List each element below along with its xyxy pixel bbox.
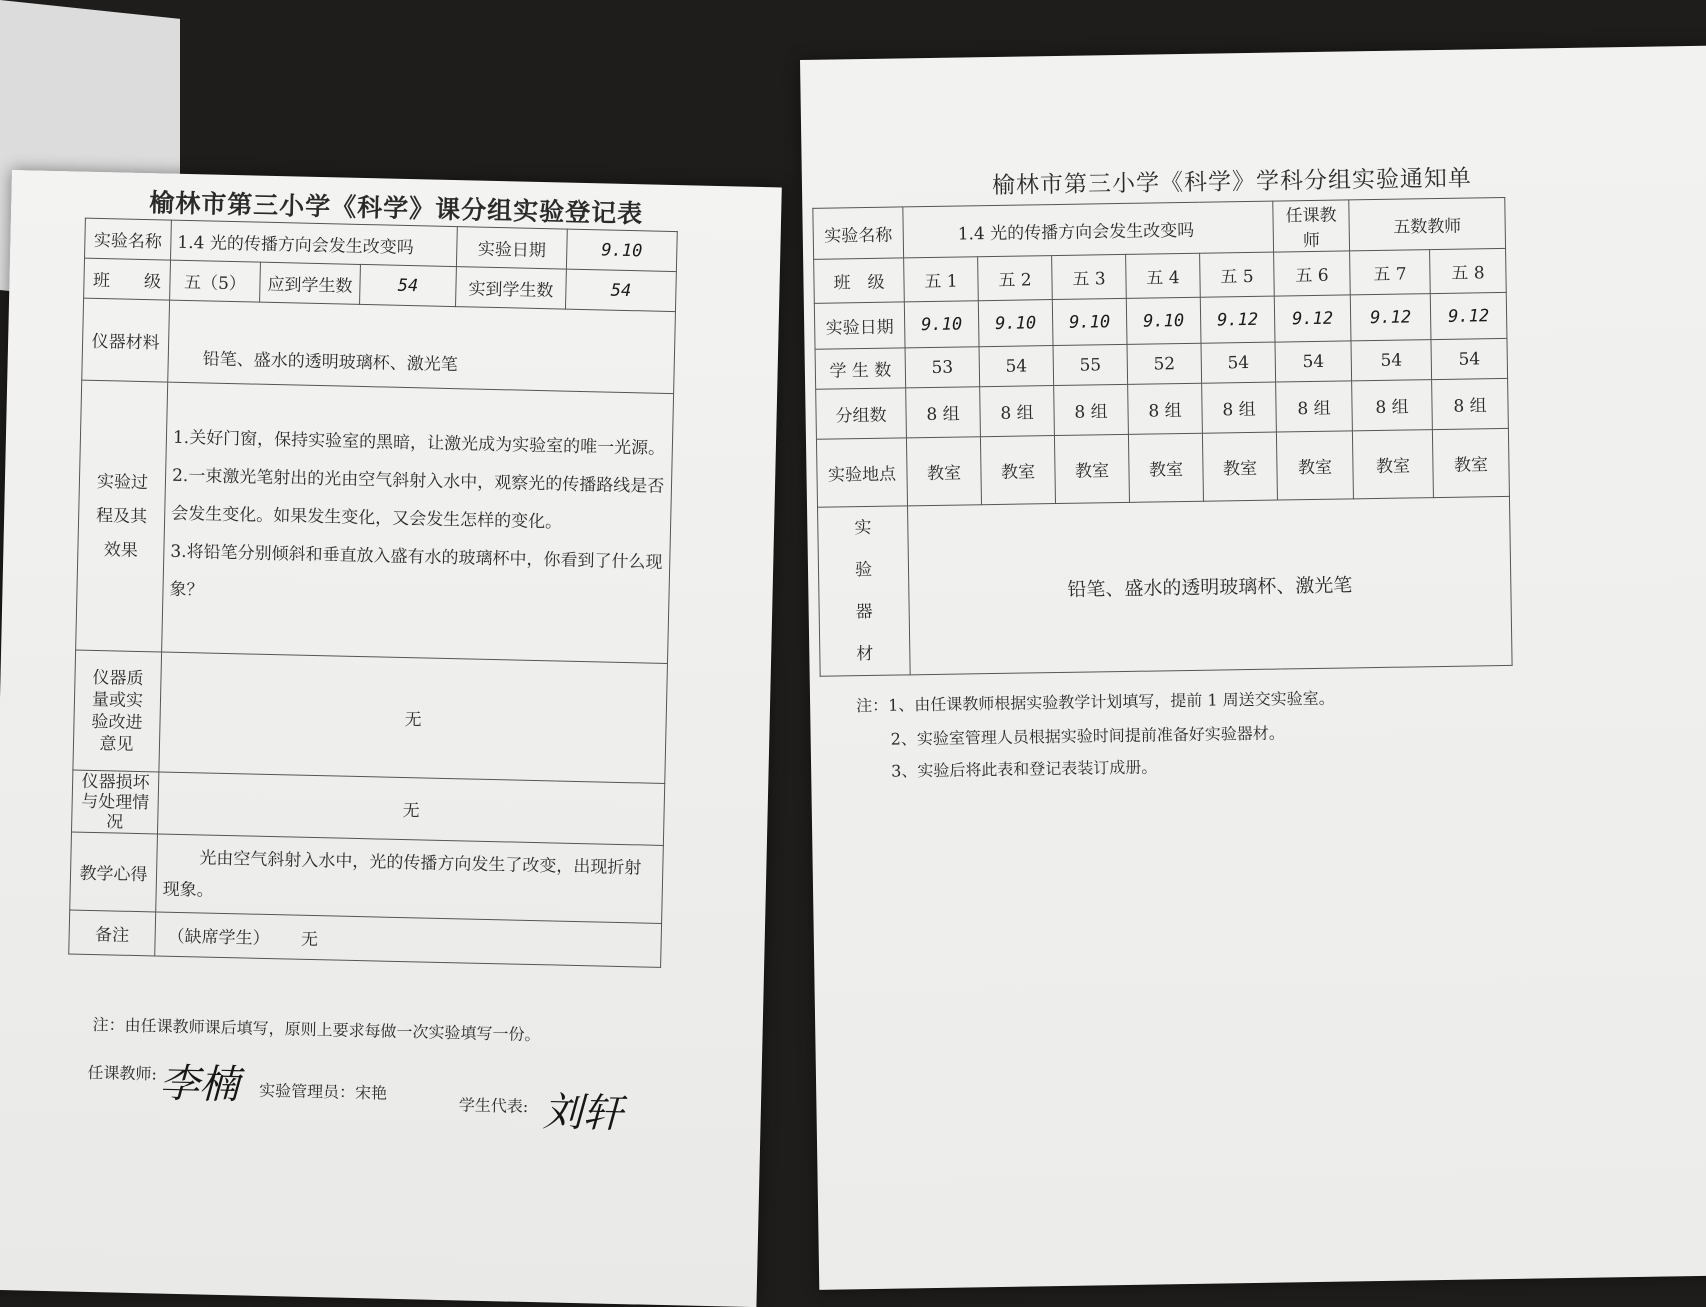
notice-label-date: 实验日期 [814, 302, 905, 349]
notice-date-cell-4: 9.10 [1126, 297, 1201, 344]
notice-class-cell-2: 五 2 [978, 256, 1053, 301]
registration-form-table [68, 218, 678, 968]
notice-groups-cell-3: 8 组 [1054, 384, 1129, 435]
notice-form-title: 榆林市第三小学《科学》学科分组实验通知单 [991, 165, 1473, 199]
notice-place-cell-3: 教室 [1054, 434, 1129, 503]
label-class: 班 级 [84, 258, 171, 300]
notice-students-cell-6: 54 [1275, 341, 1352, 382]
notice-form-table [812, 197, 1512, 677]
label-actual: 实到学生数 [456, 267, 567, 309]
notice-exp-name: 1.4 光的传播方向会发生改变吗 [903, 201, 1274, 258]
notice-place-cell-8: 教室 [1432, 428, 1509, 497]
notice-students-cell-5: 54 [1201, 342, 1276, 383]
notice-form-sheet [800, 46, 1706, 1290]
notice-date-cell-3: 9.10 [1052, 298, 1127, 345]
notice-students-cell-7: 54 [1351, 340, 1432, 381]
process-line-3: 会发生变化。如果发生变化，又会发生怎样的变化。 [171, 503, 563, 533]
class-value: 五（5） [170, 260, 261, 302]
notice-teacher-value: 五数教师 [1349, 197, 1506, 250]
notice-place-cell-1: 教室 [906, 437, 981, 506]
label-damage: 仪器损坏与处理情况 [71, 770, 158, 834]
notice-class-cell-7: 五 7 [1350, 250, 1431, 295]
notice-groups-cell-4: 8 组 [1128, 383, 1203, 434]
registration-form-title: 榆林市第三小学《科学》课分组实验登记表 [148, 188, 644, 229]
notice-groups-cell-2: 8 组 [980, 386, 1055, 437]
label-exp-name: 实验名称 [85, 218, 172, 260]
notice-equipment-value: 铅笔、盛水的透明玻璃杯、激光笔 [908, 496, 1513, 674]
label-remark: 备注 [69, 910, 156, 956]
reflection-value: 光由空气斜射入水中，光的传播方向发生了改变，出现折射现象。 [156, 834, 664, 923]
notice-groups-cell-5: 8 组 [1202, 382, 1277, 433]
notice-note-2: 2、实验室管理人员根据实验时间提前准备好实验器材。 [890, 723, 1285, 749]
notice-place-cell-2: 教室 [980, 436, 1055, 505]
notice-class-cell-8: 五 8 [1430, 248, 1507, 293]
label-process: 实验过程及其效果 [76, 380, 168, 652]
notice-class-cell-4: 五 4 [1126, 253, 1201, 298]
notice-place-cell-6: 教室 [1276, 431, 1353, 500]
label-expected: 应到学生数 [260, 262, 361, 304]
exp-date-value: 9.10 [566, 229, 677, 271]
remark-label: （缺席学生） [167, 926, 270, 950]
expected-value: 54 [360, 264, 457, 306]
notice-label-groups: 分组数 [816, 388, 907, 439]
notice-label-class: 班 级 [814, 258, 905, 303]
notice-date-cell-6: 9.12 [1274, 295, 1351, 342]
notice-students-cell-1: 53 [905, 347, 980, 388]
materials-value: 铅笔、盛水的透明玻璃杯、激光笔 [168, 300, 676, 393]
label-materials: 仪器材料 [82, 298, 170, 382]
lab-manager: 实验管理员：宋艳 [258, 1080, 388, 1103]
notice-class-cell-1: 五 1 [904, 257, 979, 302]
student-signature: 刘轩 [542, 1089, 624, 1138]
label-quality: 仪器质量或实验改进意见 [73, 650, 162, 772]
notice-place-cell-4: 教室 [1128, 433, 1203, 502]
notice-place-cell-7: 教室 [1352, 430, 1433, 499]
label-exp-date: 实验日期 [456, 227, 567, 269]
damage-value: 无 [157, 772, 664, 845]
notice-label-students: 学 生 数 [815, 348, 906, 389]
notice-date-cell-5: 9.12 [1200, 296, 1275, 343]
teacher-signature: 李楠 [158, 1060, 240, 1109]
notice-class-cell-3: 五 3 [1052, 254, 1127, 299]
notice-class-cell-6: 五 6 [1274, 251, 1351, 296]
notice-class-cell-5: 五 5 [1200, 252, 1275, 297]
remark-value: 无 [300, 929, 319, 951]
notice-label-equipment: 实验器材 [818, 506, 911, 676]
notice-date-cell-7: 9.12 [1350, 294, 1431, 341]
notice-note-3: 3、实验后将此表和登记表装订成册。 [891, 757, 1158, 781]
notice-note-1: 注：1、由任课教师根据实验教学计划填写，提前 1 周送交实验室。 [855, 688, 1335, 716]
notice-groups-cell-1: 8 组 [906, 387, 981, 438]
notice-label-place: 实验地点 [816, 438, 907, 507]
notice-groups-cell-7: 8 组 [1352, 380, 1433, 431]
process-line-1: 1.关好门窗，保持实验室的黑暗，让激光成为实验室的唯一光源。 [172, 427, 666, 459]
notice-groups-cell-6: 8 组 [1276, 381, 1353, 432]
notice-date-cell-8: 9.12 [1430, 292, 1507, 339]
process-line-5: 象？ [169, 579, 204, 601]
notice-students-cell-4: 52 [1127, 343, 1202, 384]
process-value [162, 382, 674, 663]
notice-label-teacher: 任课教师 [1273, 200, 1350, 252]
notice-label-exp-name: 实验名称 [813, 207, 904, 259]
process-line-4: 3.将铅笔分别倾斜和垂直放入盛有水的玻璃杯中，你看到了什么现 [170, 541, 663, 573]
actual-value: 54 [566, 269, 677, 311]
quality-value: 无 [159, 652, 668, 783]
student-rep-label: 学生代表: [458, 1095, 529, 1116]
notice-students-cell-3: 55 [1053, 344, 1128, 385]
exp-name-value: 1.4 光的传播方向会发生改变吗 [170, 220, 457, 266]
notice-date-cell-2: 9.10 [978, 300, 1053, 347]
notice-groups-cell-8: 8 组 [1432, 378, 1509, 429]
process-line-2: 2.一束激光笔射出的光由空气斜射入水中，观察光的传播路线是否 [171, 465, 665, 497]
notice-date-cell-1: 9.10 [904, 301, 979, 348]
registration-note: 注：由任课教师课后填写，原则上要求每做一次实验填写一份。 [92, 1015, 541, 1045]
notice-students-cell-8: 54 [1431, 338, 1508, 379]
notice-place-cell-5: 教室 [1202, 432, 1277, 501]
notice-students-cell-2: 54 [979, 346, 1054, 387]
label-reflection: 教学心得 [70, 832, 158, 912]
registration-form-sheet [0, 170, 782, 1307]
teacher-sign-label: 任课教师: [87, 1062, 158, 1084]
